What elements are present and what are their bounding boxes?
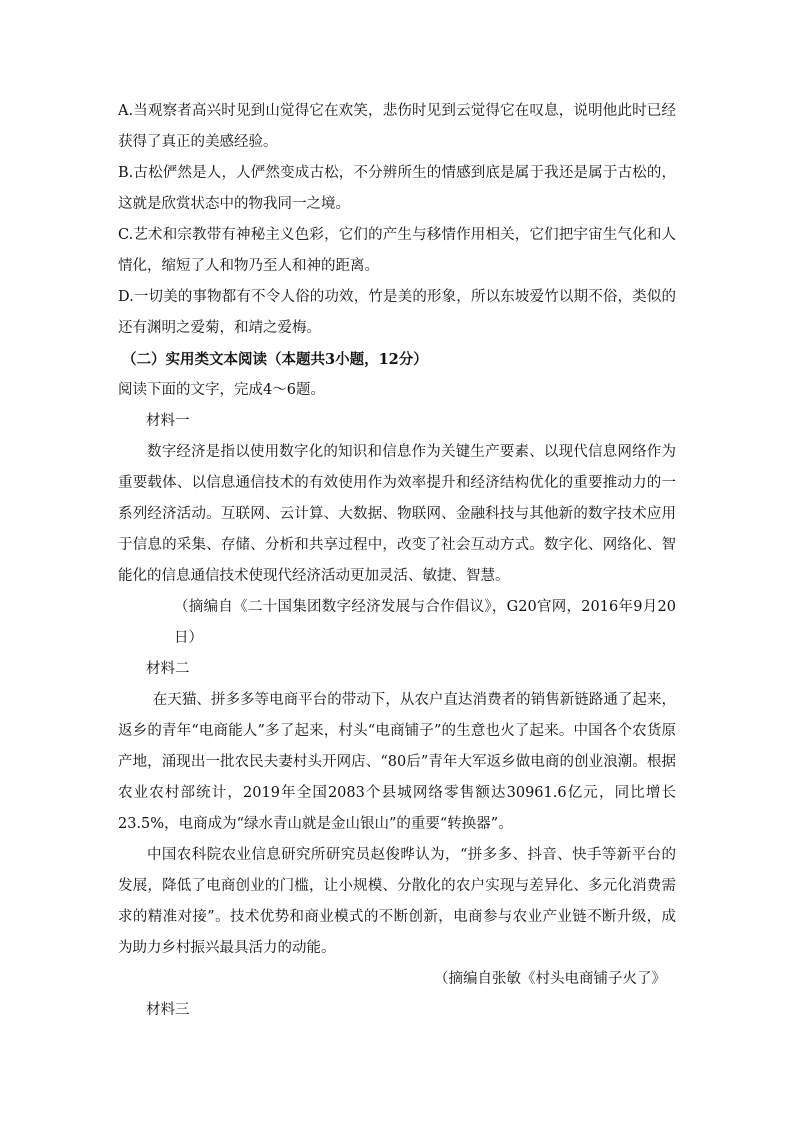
material2-source: （摘编自张敏《村头电商铺子火了》	[434, 971, 666, 987]
material1-body: 数字经济是指以使用数字化的知识和信息作为关键生产要素、以现代信息网络作为重要载体、以信息通信技术的有效使用作为效率提升和经济结构优化的重要推动力的一系列经济活动。互联网、云计算、大数据、物联网、金融科技与其他新的数字技术应用于信息的采集、存储、分析和共享过程中，改变了社会互动方式。数字化、网络化、智能化的信息通信技术使现代经济活动更加灵活、敏捷、智慧。	[118, 444, 676, 584]
document-content	[118, 96, 676, 1026]
option-a: A.当观察者高兴时见到山觉得它在欢笑，悲伤时见到云觉得它在叹息，说明他此时已经获得了真正的美感经验。	[118, 103, 676, 150]
material3-title: 材料三	[146, 1002, 190, 1018]
option-c: C.艺术和宗教带有神秘主义色彩，它们的产生与移情作用相关，它们把宇宙生气化和人情化，缩短了人和物乃至人和神的距离。	[118, 227, 676, 274]
material2-para2: 中国农科院农业信息研究所研究员赵俊晔认为，“拼多多、抖音、快手等新平台的发展，降低了电商创业的门槛，让小规模、分散化的农户实现与差异化、多元化消费需求的精准对接”。技术优势和商业模式的不断创新，电商参与农业产业链不断升级，成为助力乡村振兴最具活力的动能。	[118, 847, 676, 956]
material1-source: （摘编自《二十国集团数字经济发展与合作倡议》，G20官网，2016年9月20日）	[174, 599, 676, 646]
material1-title: 材料一	[146, 413, 190, 429]
option-b: B.古松俨然是人，人俨然变成古松，不分辨所生的情感到底是属于我还是属于古松的，这就是欣赏状态中的物我同一之境。	[118, 165, 676, 212]
material2-title: 材料二	[146, 661, 190, 677]
material2-para1: 在天猫、拼多多等电商平台的带动下，从农户直达消费者的销售新链路通了起来，返乡的青年“电商能人”多了起来，村头“电商铺子”的生意也火了起来。中国各个农货原产地，涌现出一批农民夫妻村头开网店、“80后”青年大军返乡做电商的创业浪潮。根据农业农村部统计，2019年全国2083个县城网络零售额达30961.6亿元，同比增长23.5%，电商成为“绿水青山就是金山银山”的重要“转换器”。	[118, 692, 676, 832]
section-heading: （二）实用类文本阅读（本题共3小题，12分）	[122, 351, 428, 368]
option-d: D.一切美的事物都有不令人俗的功效，竹是美的形象，所以东坡爱竹以期不俗，类似的还有渊明之爱菊，和靖之爱梅。	[118, 289, 676, 336]
instruction: 阅读下面的文字，完成4～6题。	[118, 382, 325, 398]
